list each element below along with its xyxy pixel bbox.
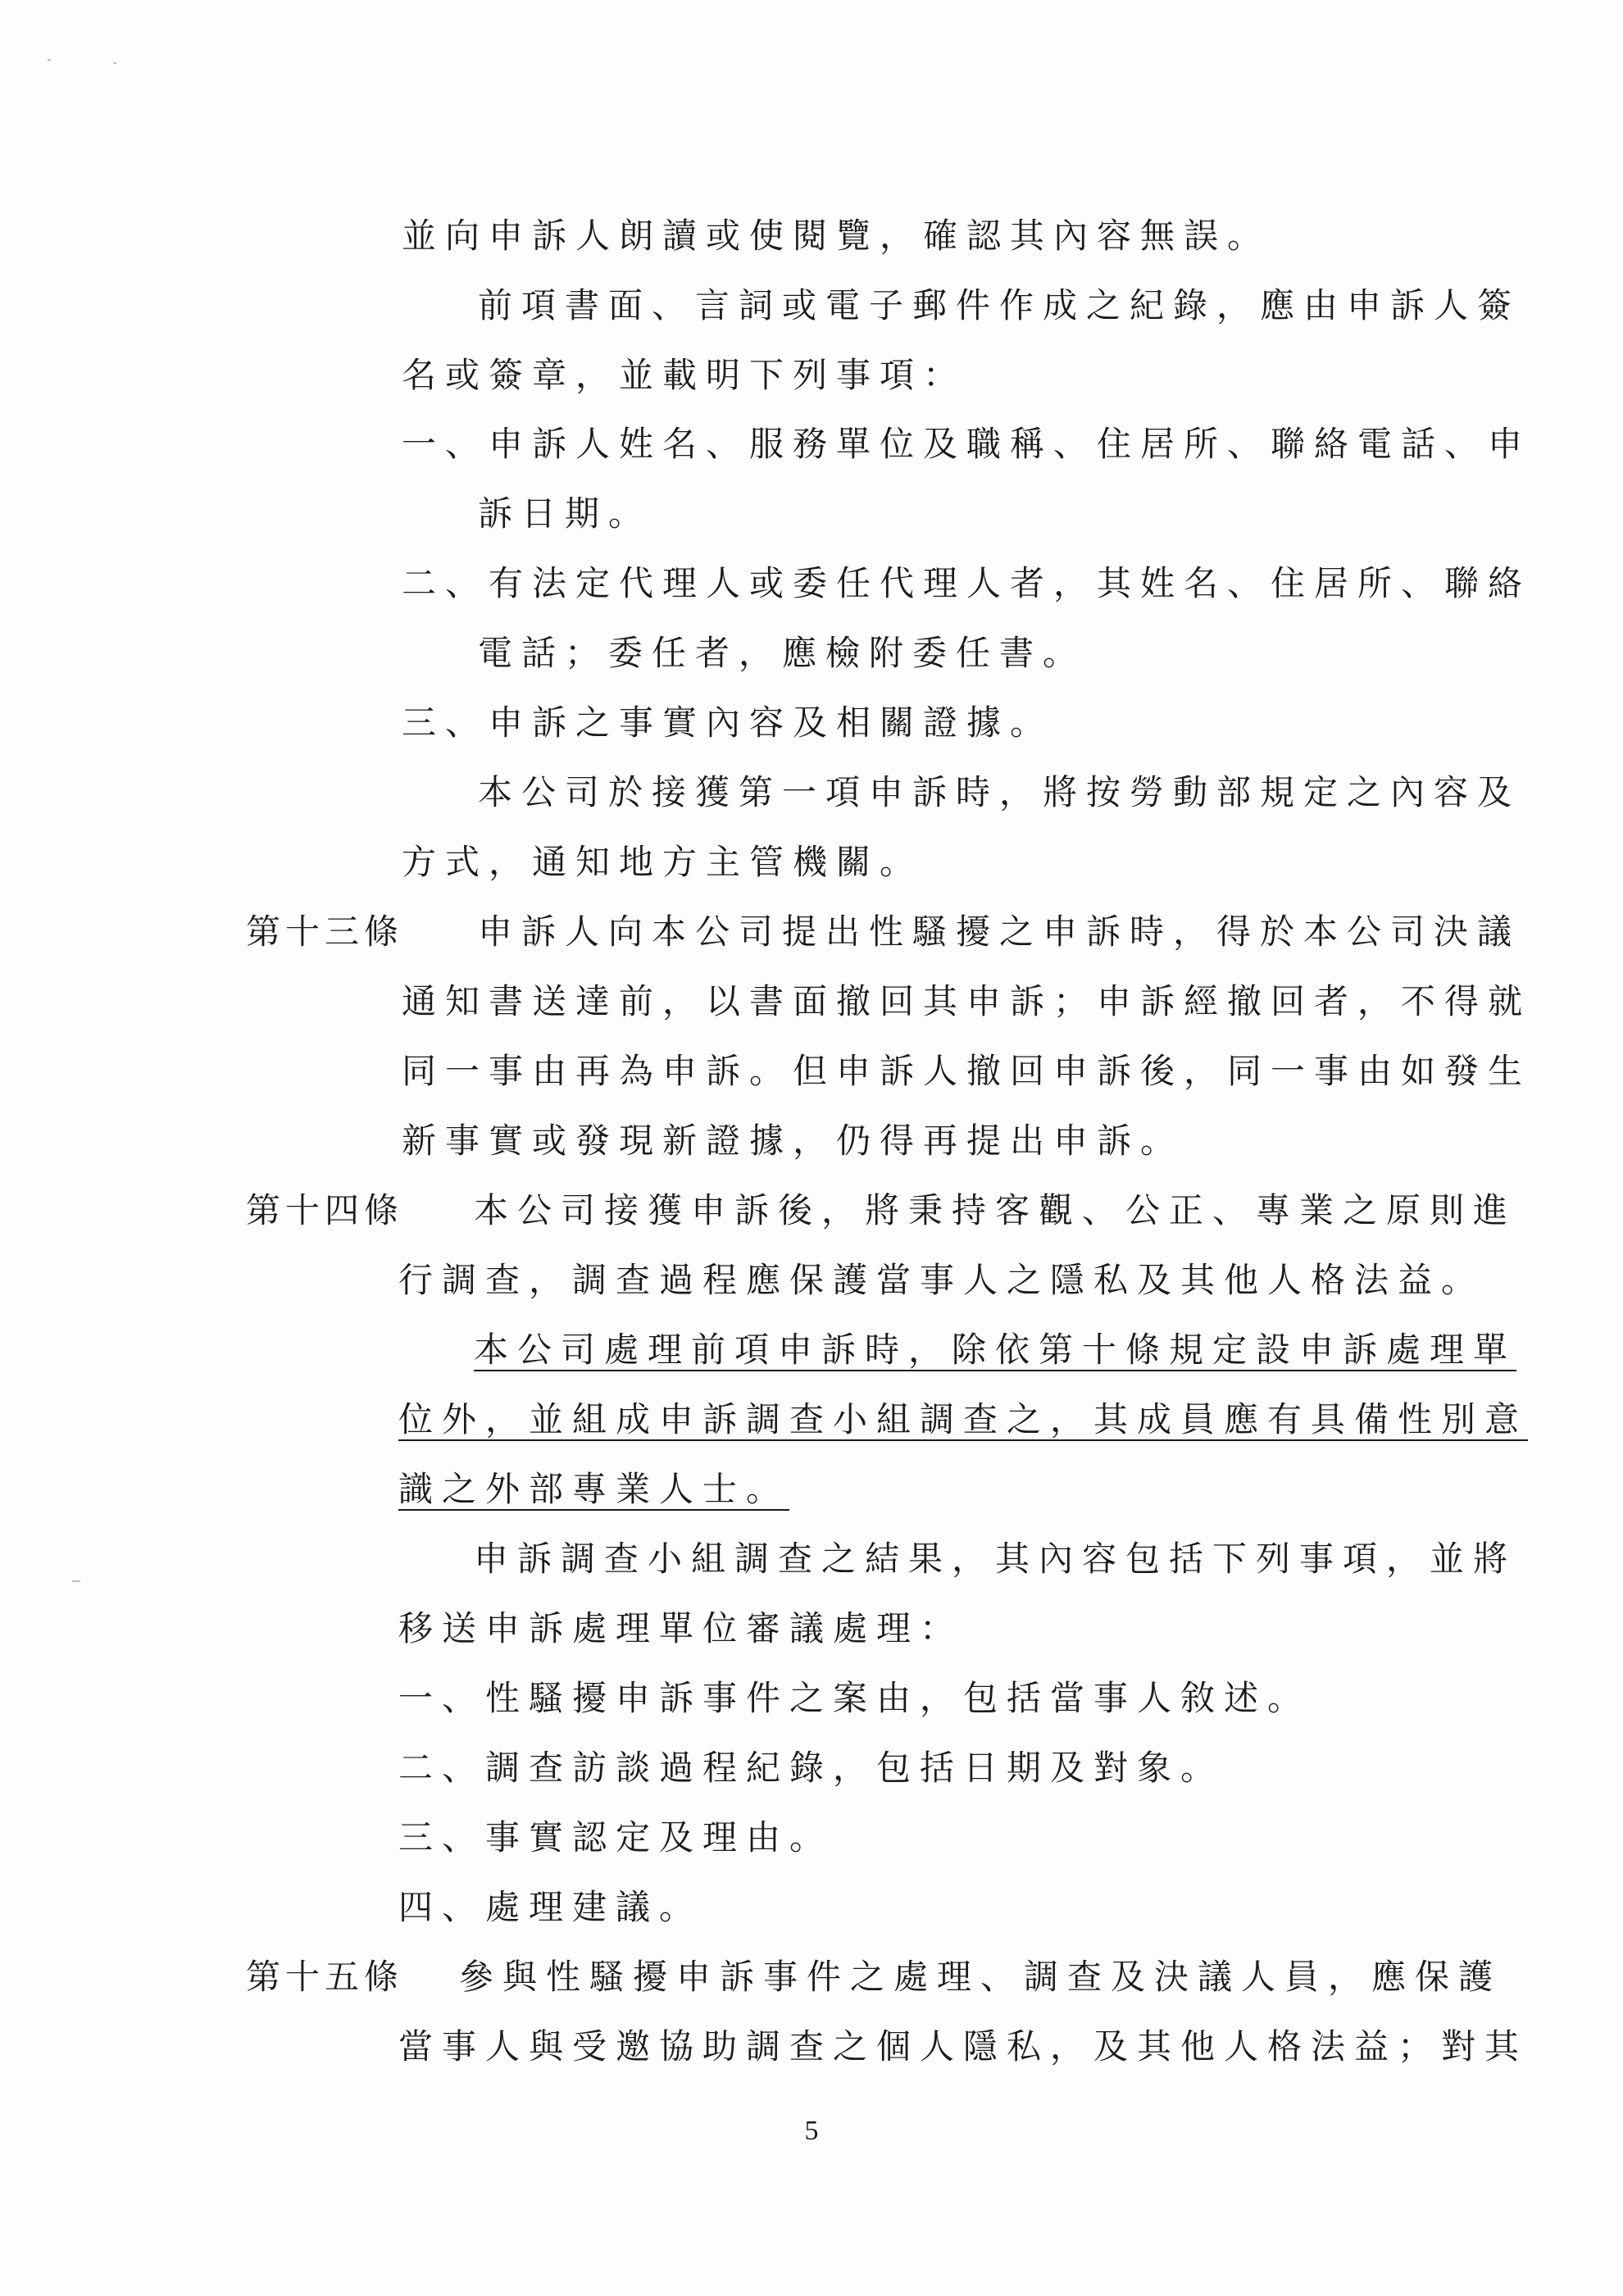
scan-speck [113,62,116,64]
article-text: 參與性騷擾申訴事件之處理、調查及決議人員，應保護 [459,1957,1503,1997]
article-text: 當事人與受邀協助調查之個人隱私，及其他人格法益；對其 [398,2026,1529,2066]
list-item: 二、調查訪談過程紀錄，包括日期及對象。 [398,1748,1225,1788]
article-text: 本公司接獲申訴後，將秉持客觀、公正、專業之原則進 [474,1190,1517,1230]
list-item-continuation: 訴日期。 [478,493,652,534]
list-item: 四、處理建議。 [398,1887,703,1927]
list-item: 三、申訴之事實內容及相關證據。 [402,702,1054,743]
paragraph-line: 本公司於接獲第一項申訴時，將按勞動部規定之內容及 [478,772,1521,812]
paragraph-line: 移送申訴處理單位審議處理： [398,1608,964,1648]
article-text: 同一事由再為申訴。但申訴人撤回申訴後，同一事由如發生 [402,1051,1532,1091]
article-text: 行調查，調查過程應保護當事人之隱私及其他人格法益。 [398,1260,1485,1300]
amended-text: 本公司處理前項申訴時，除依第十條規定設申訴處理單 [474,1330,1517,1370]
article-heading-13: 第十三條 [246,912,404,952]
paragraph-line: 申訴調查小組調查之結果，其內容包括下列事項，並將 [474,1539,1517,1579]
paragraph-line: 前項書面、言詞或電子郵件作成之紀錄，應由申訴人簽 [478,285,1521,325]
paragraph-line: 並向申訴人朗讀或使閱覽，確認其內容無誤。 [402,216,1271,256]
paragraph-line: 名或簽章，並載明下列事項： [402,355,967,395]
article-text: 申訴人向本公司提出性騷擾之申訴時，得於本公司決議 [478,912,1521,952]
scan-speck [48,59,51,61]
article-heading-14: 第十四條 [246,1190,404,1230]
amended-text: 識之外部專業人士。 [398,1469,790,1509]
paragraph-line: 方式，通知地方主管機關。 [402,842,924,882]
article-text: 通知書送達前，以書面撤回其申訴；申訴經撤回者，不得就 [402,981,1532,1021]
article-heading-15: 第十五條 [246,1957,404,1997]
list-item: 一、申訴人姓名、服務單位及職稱、住居所、聯絡電話、申 [402,424,1532,464]
list-item: 一、性騷擾申訴事件之案由，包括當事人敘述。 [398,1678,1312,1718]
article-text: 新事實或發現新證據，仍得再提出申訴。 [402,1121,1184,1161]
list-item: 二、有法定代理人或委任代理人者，其姓名、住居所、聯絡 [402,563,1532,603]
list-item-continuation: 電話；委任者，應檢附委任書。 [478,633,1087,673]
list-item: 三、事實認定及理由。 [398,1817,834,1857]
amended-text: 位外，並組成申訴調查小組調查之，其成員應有具備性別意 [398,1399,1529,1439]
page-number: 5 [804,2116,819,2146]
scan-speck [72,1580,80,1582]
